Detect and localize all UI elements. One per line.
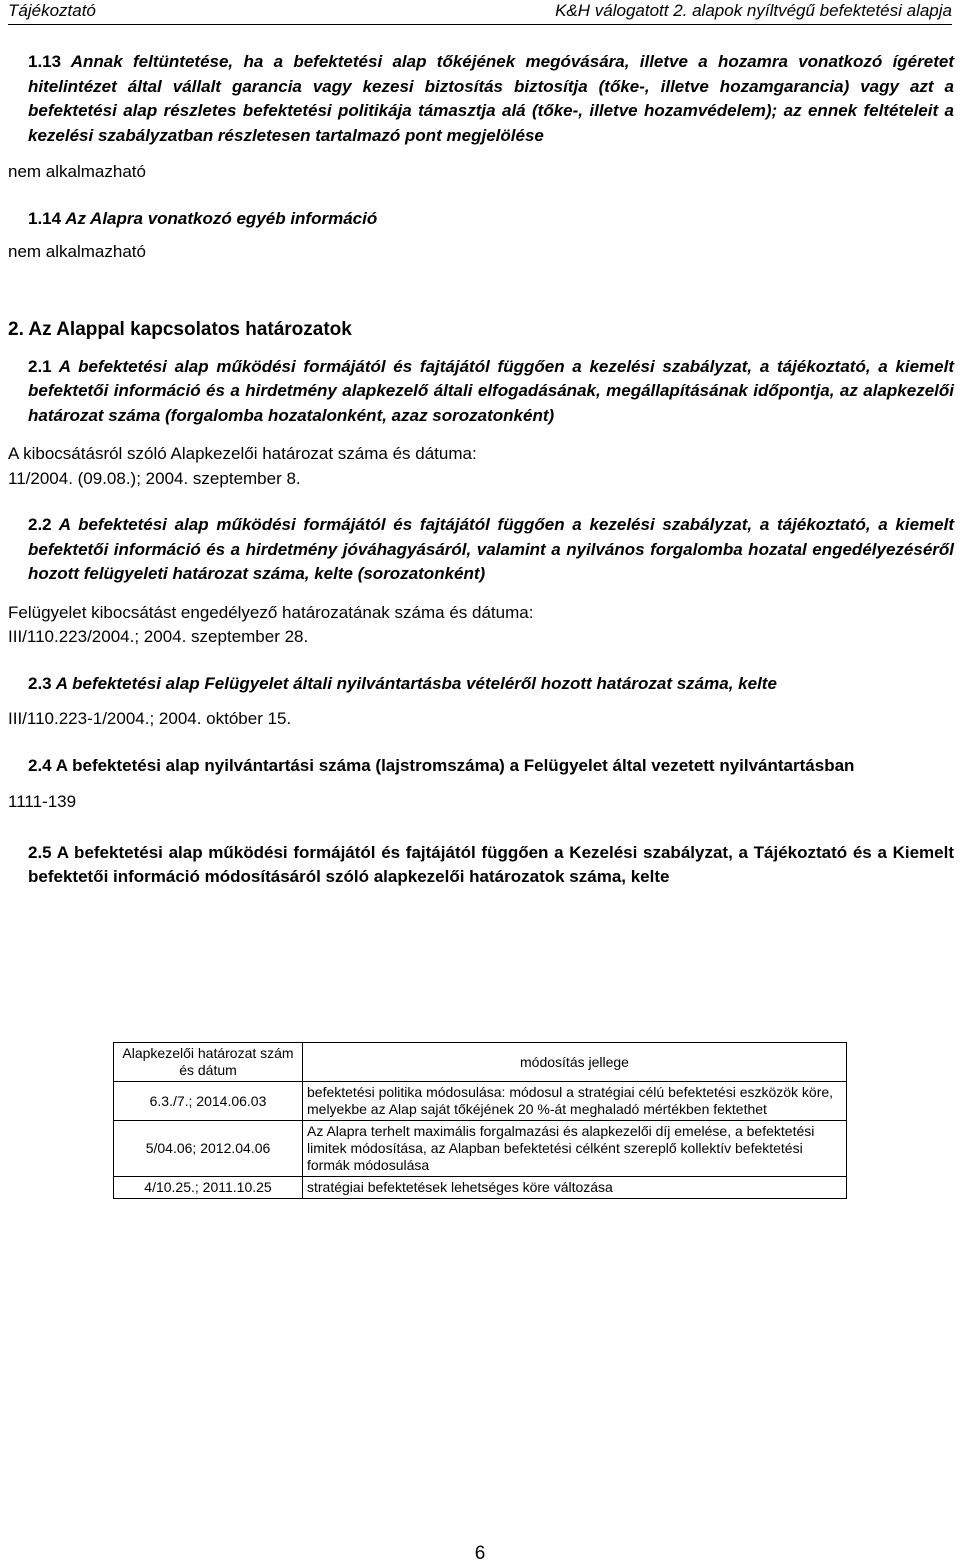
table-cell-date: 5/04.06; 2012.04.06 xyxy=(114,1121,303,1177)
table-header-cell: Alapkezelői határozat szám és dátum xyxy=(114,1043,303,1082)
section-2-1-line2: 11/2004. (09.08.); 2004. szeptember 8. xyxy=(8,468,301,488)
section-title: A befektetési alap működési formájától és fajtájától függően a Kezelési szabályzat, a Tájékoztató és a Kiemelt befektetői információ módosításáról szóló alapkezelői határozatok száma, kelte xyxy=(28,842,955,886)
section-title: A befektetési alap nyilvántartási száma (lajstromszáma) a Felügyelet által vezetett nyilvántartásban xyxy=(55,755,855,775)
section-1-13-value: nem alkalmazható xyxy=(8,162,146,181)
section-title: Annak feltüntetése, ha a befektetési alap tőkéjének megóvására, illetve a hozamra vonatkozó ígéretet hitelintézet által vállalt garancia vagy kezesi biztosítás biztosítja (tőke-, illetve hozamgarancia) vagy azt a befektetési alap részletes befektetési politikája támasztja alá (tőke-, illetve hozamvédelem); az ennek feltételeit a kezelési szabályzatban részletesen tartalmazó pont megjelölése xyxy=(28,52,954,145)
page-number: 6 xyxy=(474,1543,486,1564)
section-title: A befektetési alap működési formájától és fajtájától függően a kezelési szabályzat, a tájékoztató, a kiemelt befektetői információ és a hirdetmény alapkezelő általi elfogadásának, megállapításának időpontja, az alapkezelői határozat száma (forgalomba hozatalonként, azaz sorozatonként) xyxy=(28,356,955,425)
section-2-2-line1: Felügyelet kibocsátást engedélyező határozatának száma és dátuma: xyxy=(8,602,534,622)
section-number: 2.5 xyxy=(28,842,52,862)
section-2-heading: 2. Az Alappal kapcsolatos határozatok xyxy=(8,318,352,340)
section-1-13-heading xyxy=(8,50,954,148)
table-cell-date: 4/10.25.; 2011.10.25 xyxy=(114,1177,303,1199)
section-2-4-heading xyxy=(8,754,954,779)
section-title: A befektetési alap Felügyelet általi nyilvántartásba vételéről hozott határozat száma, kelte xyxy=(55,673,777,693)
table-row xyxy=(114,1121,847,1177)
section-number: 2.3 xyxy=(28,673,52,693)
section-2-1-heading xyxy=(8,355,954,429)
section-number: 1.13 xyxy=(28,52,62,71)
section-1-14-heading xyxy=(8,207,954,232)
section-number: 2.2 xyxy=(28,515,52,534)
section-2-2-line2: III/110.223/2004.; 2004. szeptember 28. xyxy=(8,627,309,646)
header-right: K&H válogatott 2. alapok nyíltvégű befektetési alapja xyxy=(555,1,952,20)
section-2-3-heading xyxy=(8,672,954,697)
section-2-1-line1: A kibocsátásról szóló Alapkezelői határozat száma és dátuma: xyxy=(8,444,477,463)
section-title: A befektetési alap működési formájától és fajtájától függően a kezelési szabályzat, a tájékoztató, a kiemelt befektetői információ és a hirdetmény jóváhagyásáról, valamint a nyilvános forgalomba hozatal engedélyezéséről hozott felügyeleti határozat száma, kelte (sorozatonként) xyxy=(28,515,955,583)
table-row xyxy=(114,1082,847,1121)
page-content xyxy=(8,50,954,890)
modifications-table xyxy=(113,1042,847,1199)
section-2-3-value: III/110.223-1/2004.; 2004. október 15. xyxy=(8,709,292,728)
section-number: 2.4 xyxy=(28,755,52,775)
table-header-row xyxy=(114,1043,847,1082)
page-header xyxy=(8,0,952,25)
section-1-14-value: nem alkalmazható xyxy=(8,242,146,261)
table-header-cell: módosítás jellege xyxy=(303,1043,847,1082)
section-2-5-heading xyxy=(8,841,954,890)
table-cell-desc: befektetési politika módosulása: módosul a stratégiai célú befektetési eszközök köre, melyekbe az Alap saját tőkéjének 20 %-át meghaladó mértékben fektethet xyxy=(303,1082,847,1121)
table-cell-desc: Az Alapra terhelt maximális forgalmazási és alapkezelői díj emelése, a befektetési limitek módosítása, az Alapban befektetési célként szereplő kollektív befektetési formák módosulása xyxy=(303,1121,847,1177)
table-cell-desc: stratégiai befektetések lehetséges köre változása xyxy=(303,1177,847,1199)
header-left: Tájékoztató xyxy=(8,1,96,20)
table-row xyxy=(114,1177,847,1199)
section-2-4-value: 1111-139 xyxy=(8,792,77,811)
table-cell-date: 6.3./7.; 2014.06.03 xyxy=(114,1082,303,1121)
section-number: 2.1 xyxy=(28,356,52,376)
section-2-2-heading xyxy=(8,513,954,587)
section-number: 1.14 xyxy=(28,208,62,228)
section-title: Az Alapra vonatkozó egyéb információ xyxy=(65,208,378,228)
